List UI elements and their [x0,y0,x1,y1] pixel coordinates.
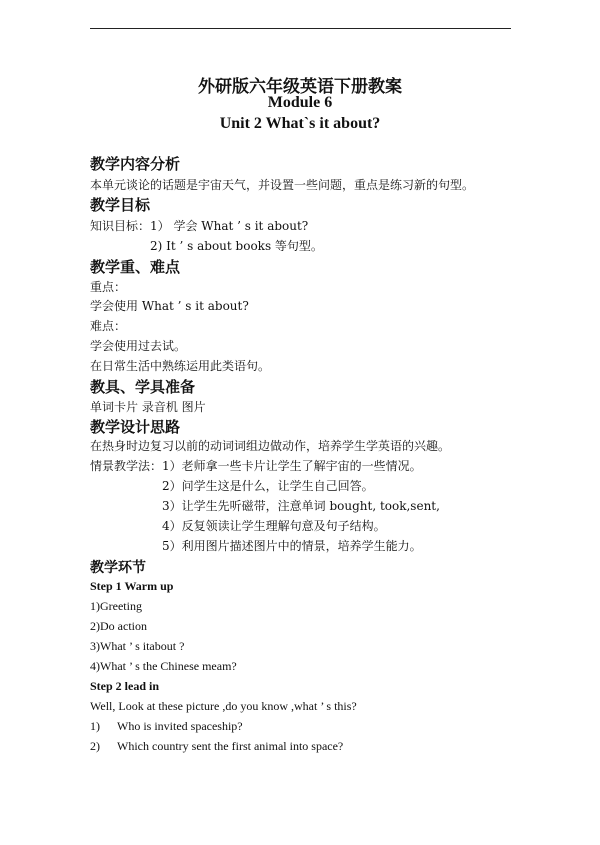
question-number: 2) [90,739,100,753]
design-heading: 教学设计思路 [90,418,181,436]
design-text-5: 4）反复领读让学生理解句意及句子结构。 [162,519,386,533]
difficult-text-2: 在日常生活中熟练运用此类语句。 [90,359,271,373]
question-text: Which country sent the first animal into space? [117,739,344,753]
unit-title: Unit 2 What`s it about? [219,115,381,132]
tools-heading: 教具、学具准备 [90,378,196,396]
design-text-1: 在热身时边复习以前的动词词组边做动作，培养学生学英语的兴趣。 [90,439,451,453]
steps-heading: 教学环节 [90,560,146,576]
keypoints-heading: 教学重、难点 [90,258,181,276]
module-title: Module 6 [267,94,333,111]
step2-text: Well, Look at these picture ,do you know ,what ’ s this? [90,699,357,713]
design-text-2: 情景教学法：1）老师拿一些卡片让学生了解宇宙的一些情况。 [90,459,422,473]
document-title: 外研版六年级英语下册教案 [198,77,402,97]
design-text-6: 5）利用图片描述图片中的情景，培养学生能力。 [162,539,422,553]
step2-heading: Step 2 lead in [90,679,160,693]
step1-item: 4)What ’ s the Chinese meam? [90,659,237,673]
top-rule [90,28,511,29]
goals-line-2: 2) It ’ s about books 等句型。 [150,239,323,253]
question-text: Who is invited spaceship? [117,719,243,733]
step1-item: 1)Greeting [90,599,142,613]
tools-text: 单词卡片 录音机 图片 [90,400,206,414]
analysis-heading: 教学内容分析 [90,155,181,173]
step1-item: 2)Do action [90,619,147,633]
question-number: 1) [90,719,100,733]
design-text-3: 2）问学生这是什么，让学生自己回答。 [162,479,374,493]
goals-line-1: 知识目标：1） 学会 What ’ s it about? [90,219,309,233]
key-label: 重点： [90,280,127,294]
key-text: 学会使用 What ’ s it about? [90,299,249,313]
step1-item: 3)What ’ s itabout ? [90,639,185,653]
goals-heading: 教学目标 [90,196,151,214]
step1-heading: Step 1 Warm up [90,579,174,593]
design-text-4: 3）让学生先听磁带，注意单词 bought, took,sent, [162,499,440,513]
analysis-text: 本单元谈论的话题是宇宙天气，并设置一些问题，重点是练习新的句型。 [90,178,475,192]
difficult-label: 难点： [90,319,127,333]
difficult-text-1: 学会使用过去试。 [90,339,187,353]
